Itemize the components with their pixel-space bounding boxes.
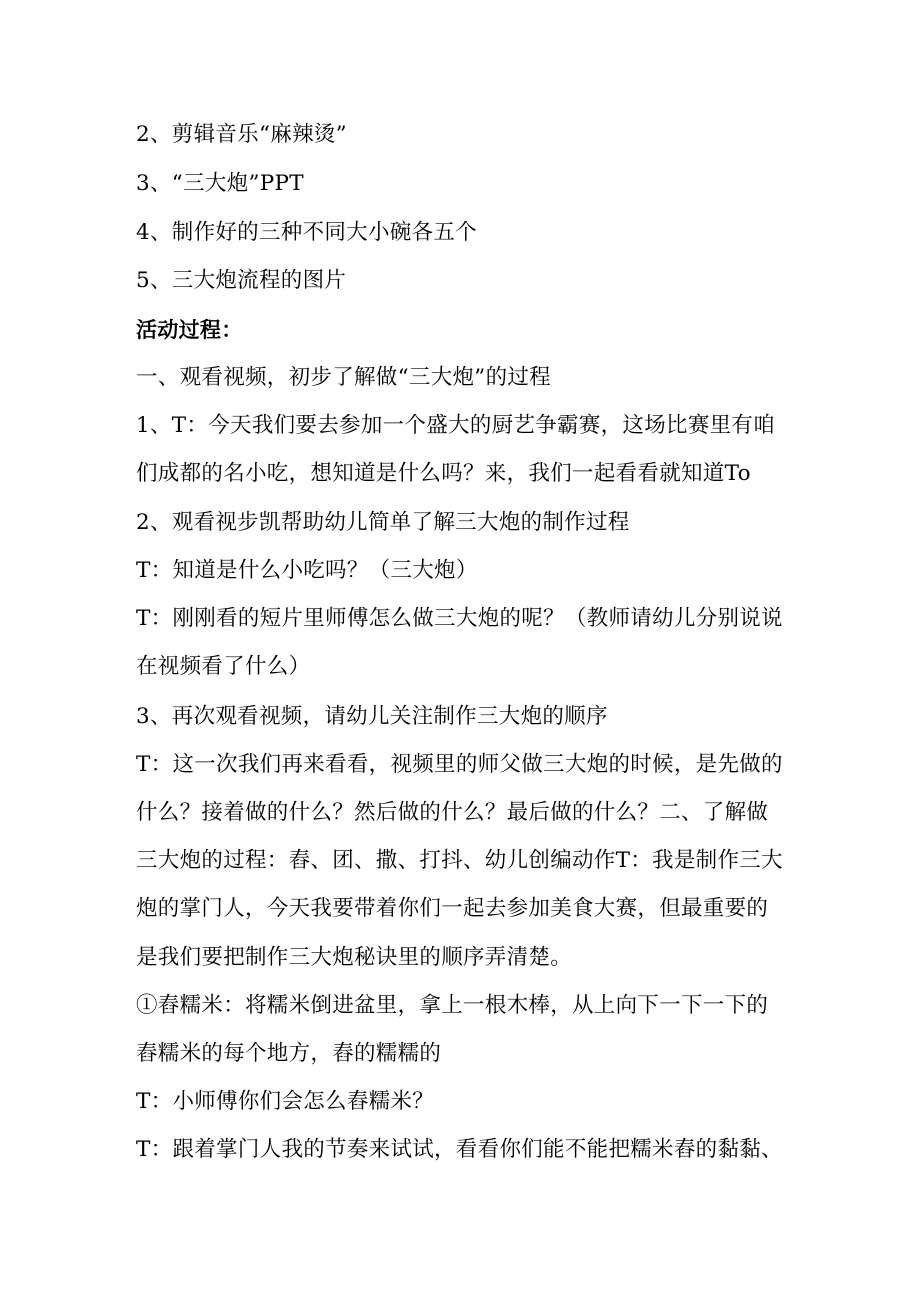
text-line: T：这一次我们再来看看，视频里的师父做三大炮的时候，是先做的 (136, 752, 783, 777)
text-line: 们成都的名小吃，想知道是什么吗？来，我们一起看看就知道To (136, 461, 751, 486)
text-line: 三大炮的过程：舂、团、撒、打抖、幼儿创编动作T：我是制作三大 (136, 848, 783, 873)
text-line: 是我们要把制作三大炮秘诀里的顺序弄清楚。 (136, 945, 573, 970)
text-line: 什么？接着做的什么？然后做的什么？最后做的什么？二、了解做 (136, 800, 769, 825)
text-line: 炮的掌门人，今天我要带着你们一起去参加美食大赛，但最重要的 (136, 896, 769, 921)
text-line: T：小师傅你们会怎么舂糯米？ (136, 1089, 435, 1114)
text-line: 5、三大炮流程的图片 (136, 268, 347, 293)
text-line: ①舂糯米：将糯米倒进盆里，拿上一根木棒，从上向下一下一下的 (136, 993, 769, 1018)
text-line: 3、“三大炮”PPT (136, 171, 304, 196)
text-line: 一、观看视频，初步了解做“三大炮”的过程 (136, 365, 551, 390)
text-line: 2、观看视步凯帮助幼儿简单了解三大炮的制作过程 (136, 510, 630, 535)
section-heading: 活动过程： (136, 318, 243, 342)
text-line: T：知道是什么小吃吗？（三大炮） (136, 558, 478, 583)
text-line: 4、制作好的三种不同大小碗各五个 (136, 220, 477, 245)
text-line: T：刚刚看的短片里师傅怎么做三大炮的呢？（教师请幼儿分别说说 (136, 606, 783, 631)
text-line: 1、T：今天我们要去参加一个盛大的厨艺争霸赛，这场比赛里有咱 (136, 413, 776, 438)
text-line: 3、再次观看视频，请幼儿关注制作三大炮的顺序 (136, 704, 608, 729)
text-line: 舂糯米的每个地方，舂的糯糯的 (136, 1041, 442, 1066)
text-line: 2、剪辑音乐“麻辣烫” (136, 122, 347, 147)
text-line: T：跟着掌门人我的节奏来试试，看看你们能不能把糯米舂的黏黏、 (136, 1137, 783, 1162)
text-line: 在视频看了什么） (136, 654, 311, 679)
